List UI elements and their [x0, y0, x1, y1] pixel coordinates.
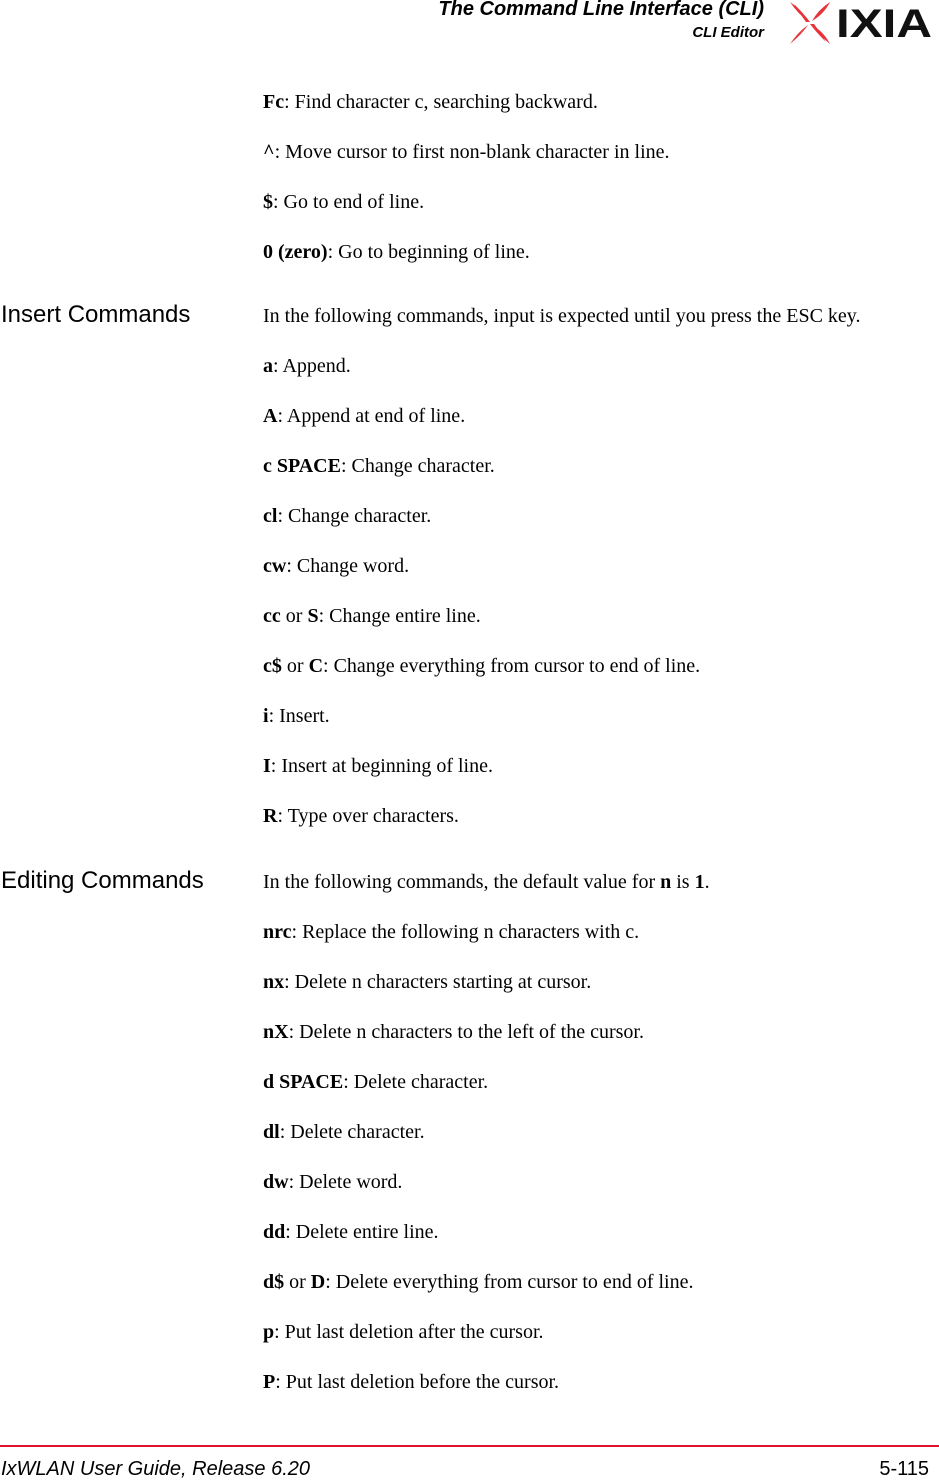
command-description: . — [704, 871, 710, 893]
command-entry — [263, 140, 670, 164]
command-key: d$ — [263, 1271, 285, 1293]
command-description: : Go to end of line. — [273, 191, 425, 213]
svg-text:IXIA: IXIA — [836, 2, 932, 46]
section-heading: Insert Commands — [1, 301, 191, 328]
command-key: dw — [263, 1171, 289, 1193]
command-key: R — [263, 805, 278, 827]
command-description: or — [284, 1271, 311, 1293]
command-description: or — [280, 605, 308, 627]
command-entry — [263, 504, 431, 528]
command-description: : Change character. — [277, 505, 432, 527]
command-key: ^ — [263, 141, 275, 163]
command-entry — [263, 354, 351, 378]
command-entry — [263, 1120, 425, 1144]
command-entry — [263, 704, 330, 728]
command-key: dl — [263, 1121, 280, 1143]
command-entry — [263, 970, 591, 994]
command-key: cl — [263, 505, 278, 527]
command-description: : Delete character. — [343, 1071, 489, 1093]
command-entry — [263, 240, 530, 264]
command-key: 0 (zero) — [263, 241, 328, 263]
command-description: : Delete n characters starting at cursor. — [284, 971, 592, 993]
command-entry — [263, 804, 459, 828]
command-entry — [263, 1070, 488, 1094]
command-key: dd — [263, 1221, 286, 1243]
command-description: is — [671, 871, 695, 893]
command-entry — [263, 554, 409, 578]
running-header-subtitle: CLI Editor — [692, 24, 764, 41]
command-entry — [263, 920, 639, 944]
command-description: : Delete character. — [279, 1121, 425, 1143]
command-key: n — [660, 871, 672, 893]
command-description: : Put last deletion after the cursor. — [274, 1321, 544, 1343]
command-description: : Change entire line. — [318, 605, 481, 627]
footer-doc-title: IxWLAN User Guide, Release 6.20 — [1, 1458, 311, 1480]
command-key: S — [307, 605, 319, 627]
command-key: 1 — [694, 871, 705, 893]
command-entry — [263, 454, 495, 478]
command-key: i — [263, 705, 269, 727]
command-description: : Delete word. — [288, 1171, 403, 1193]
command-entry — [263, 1270, 693, 1294]
command-key: nX — [263, 1021, 289, 1043]
command-entry — [263, 190, 424, 214]
command-description: : Append. — [273, 355, 351, 377]
command-description: : Replace the following n characters with c. — [291, 921, 640, 943]
command-key: c SPACE — [263, 455, 341, 477]
footer-rule — [0, 1445, 939, 1447]
command-entry — [263, 1320, 544, 1344]
command-key: C — [308, 655, 324, 677]
command-description: : Delete entire line. — [285, 1221, 439, 1243]
command-key: Fc — [263, 91, 285, 113]
command-description: : Type over characters. — [277, 805, 459, 827]
command-entry — [263, 1220, 439, 1244]
command-entry — [263, 404, 465, 428]
command-entry — [263, 654, 700, 678]
command-entry — [263, 870, 710, 894]
command-description: : Move cursor to first non-blank character in line. — [274, 141, 670, 163]
command-entry — [263, 1370, 559, 1394]
command-entry — [263, 1170, 402, 1194]
command-key: I — [263, 755, 271, 777]
command-key: nrc — [263, 921, 292, 943]
command-description: : Insert at beginning of line. — [270, 755, 493, 777]
command-description: : Delete everything from cursor to end of line. — [325, 1271, 694, 1293]
command-key: nx — [263, 971, 285, 993]
command-description: : Change character. — [340, 455, 495, 477]
command-entry — [263, 1020, 644, 1044]
command-description: : Change everything from cursor to end of line. — [323, 655, 701, 677]
command-key: A — [263, 405, 278, 427]
section-heading: Editing Commands — [1, 867, 204, 894]
command-description: In the following commands, input is expected until you press the ESC key. — [263, 305, 861, 327]
command-entry — [263, 604, 481, 628]
command-key: $ — [263, 191, 273, 213]
ixia-logo — [786, 0, 936, 46]
command-description: : Go to beginning of line. — [327, 241, 530, 263]
command-description: : Insert. — [268, 705, 330, 727]
command-key: cw — [263, 555, 287, 577]
command-key: a — [263, 355, 273, 377]
command-entry — [263, 754, 493, 778]
command-description: : Delete n characters to the left of the cursor. — [288, 1021, 644, 1043]
command-description: : Append at end of line. — [277, 405, 466, 427]
command-description: In the following commands, the default value for — [263, 871, 661, 893]
command-key: D — [310, 1271, 326, 1293]
running-header-title: The Command Line Interface (CLI) — [438, 0, 764, 20]
command-entry — [263, 90, 598, 114]
command-description: : Put last deletion before the cursor. — [275, 1371, 560, 1393]
command-description: : Find character c, searching backward. — [284, 91, 598, 113]
command-key: d SPACE — [263, 1071, 344, 1093]
command-description: or — [281, 655, 309, 677]
command-key: c$ — [263, 655, 282, 677]
command-key: P — [263, 1371, 276, 1393]
command-key: p — [263, 1321, 275, 1343]
page-number: 5-115 — [879, 1458, 929, 1480]
command-description: : Change word. — [286, 555, 410, 577]
command-key: cc — [263, 605, 281, 627]
command-entry — [263, 304, 861, 328]
